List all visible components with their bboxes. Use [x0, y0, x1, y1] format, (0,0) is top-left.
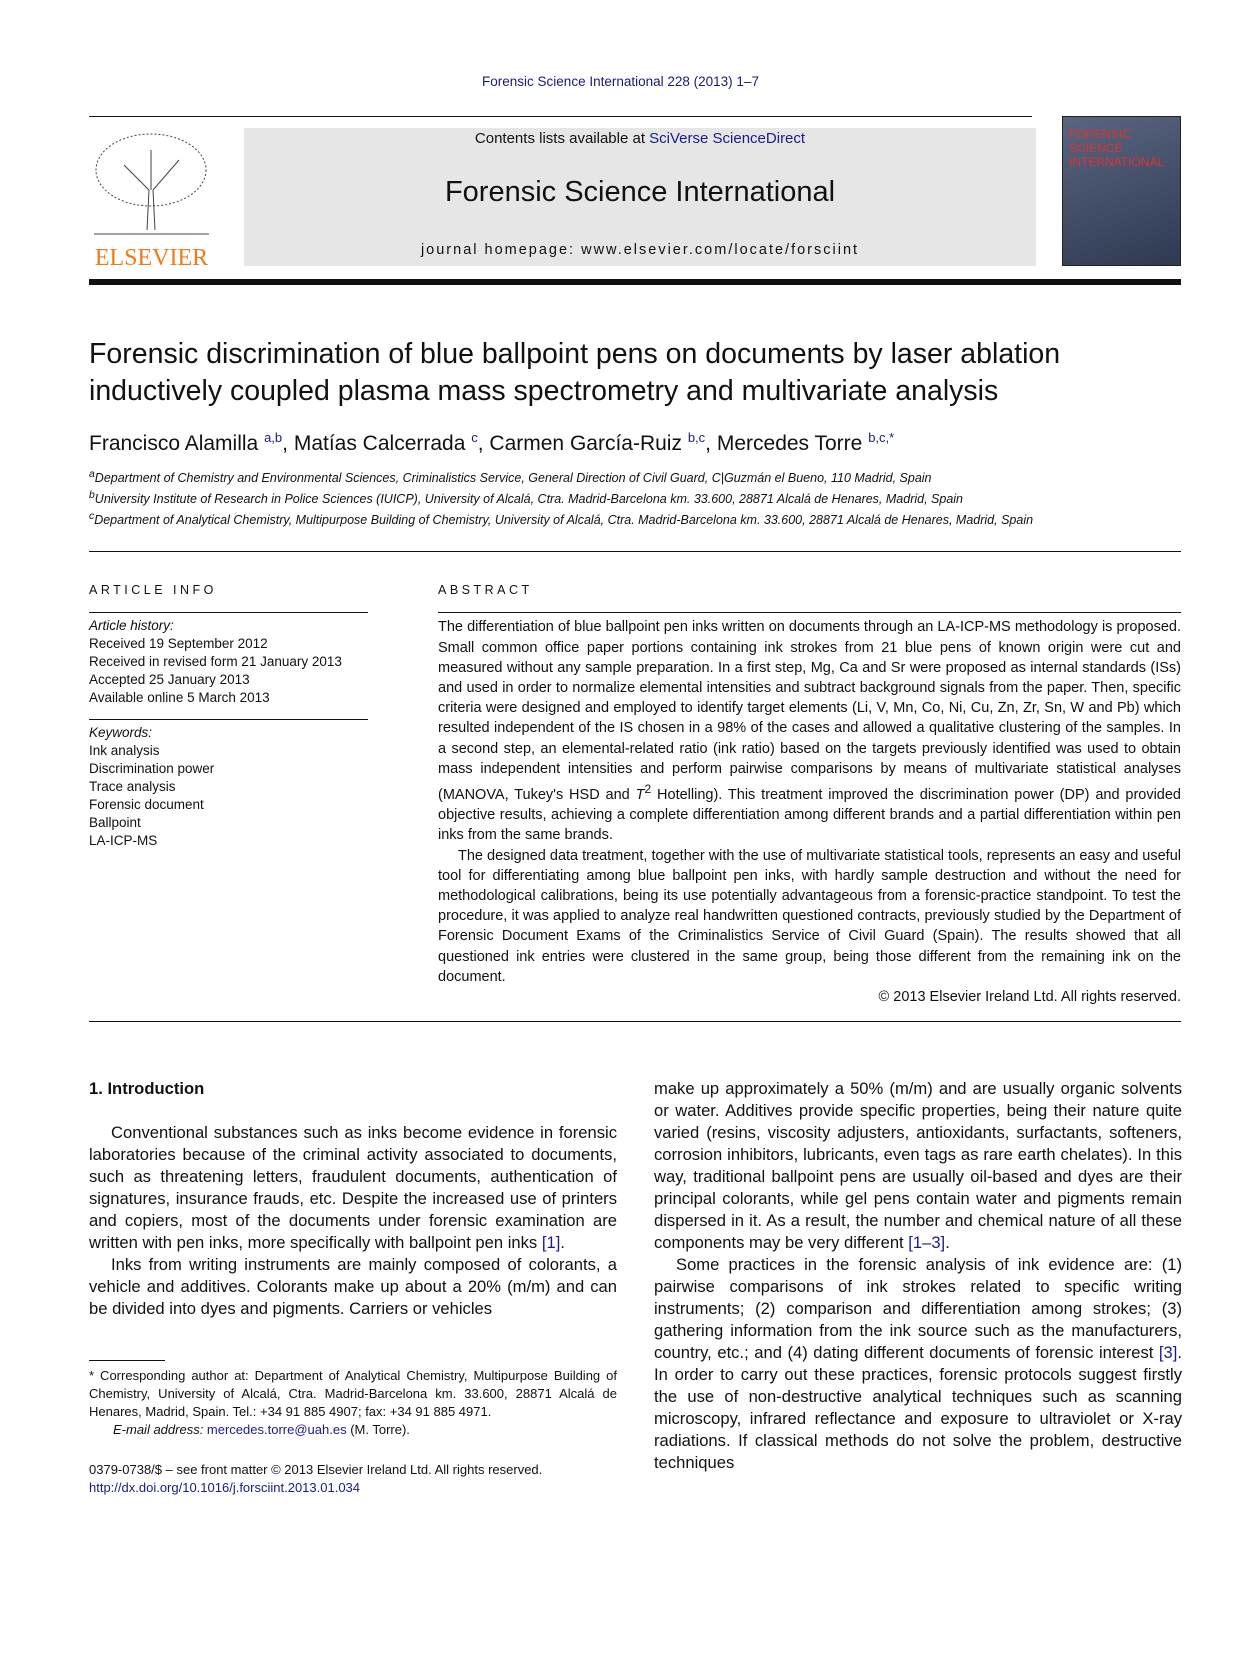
aff-text: Department of Analytical Chemistry, Multipurpose Building of Chemistry, University of Alcalá, Ctra. Madrid-Barcelona km. 33.600, 28871 Alcalá de Henares, Madrid, Spain	[94, 513, 1034, 528]
front-matter-row	[89, 582, 1181, 1007]
affiliation	[89, 466, 1181, 487]
journal-title: Forensic Science International	[444, 176, 836, 208]
article-info-heading: ARTICLE INFO	[89, 583, 217, 598]
aff-sup: a	[89, 469, 95, 480]
keyword: Forensic document	[89, 797, 204, 813]
abstract-text: T	[635, 786, 645, 803]
elsevier-logo	[89, 130, 214, 270]
body-paragraph: Conventional substances such as inks become evidence in forensic laboratories because of the criminal activity associated to documents, such as threatening letters, fraudulent documents, authentication of signatures, insurance frauds, etc. Despite the increased use of printers and copiers, most of the documents under forensic examination are written with pen inks, more specifically with ballpoint pen inks [1].	[89, 1123, 617, 1253]
history-item: Available online 5 March 2013	[89, 690, 270, 706]
email-link[interactable]: mercedes.torre@uah.es	[206, 1422, 347, 1438]
journal-homepage[interactable]: journal homepage: www.elsevier.com/locate/forsciint	[420, 242, 860, 258]
citation-link[interactable]: [1–3]	[908, 1233, 946, 1253]
author-sup[interactable]: a,b	[264, 430, 283, 445]
history-label: Article history:	[89, 618, 174, 634]
body-paragraph	[654, 1254, 1182, 1474]
divider	[89, 116, 1032, 117]
footnote-divider	[89, 1360, 165, 1361]
doi-link[interactable]: http://dx.doi.org/10.1016/j.forsciint.2013.01.034	[89, 1480, 361, 1496]
section-heading: 1. Introduction	[89, 1079, 205, 1099]
citation-link[interactable]: [3]	[1158, 1343, 1178, 1363]
right-column	[654, 1078, 1182, 1497]
citation-link[interactable]: [1]	[541, 1233, 561, 1253]
aff-text: University Institute of Research in Police Sciences (IUICP), University of Alcalá, Ctra. Madrid-Barcelona km. 33.600, 28871 Alcalá de Henares, Madrid, Spain	[94, 492, 964, 507]
footnote-text: * Corresponding author at: Department of Analytical Chemistry, Multipurpose Building of Chemistry, University of Alcalá, Ctra. Madrid-Barcelona km. 33.600, 28871 Alcalá de Henares, Madrid, Spain. Tel.: +34 91 885 4907; fax: +34 91 885 4971.	[89, 1368, 617, 1420]
body-text: make up approximately a 50% (m/m) and are usually organic solvents or water. Additives provide specific properties, being their nature quite varied (resins, viscosity adjusters, antioxidants, surfactants, softeners, corrosion inhibitors, lubricants, even tags as rare earth chelates). In this way, traditional ballpoint pens are usually oil-based and dyes are their principal colorants, while gel pens contain water and pigments remain dispersed in it. As a result, the number and chemical nature of all these components may be very different	[654, 1079, 1182, 1253]
body-text: . In order to carry out these practices, forensic protocols suggest firstly the use of non-destructive analytical techniques such as scanning microscopy, infrared reflectance and exposure to ultraviolet or X-ray radiations. If classical methods do not solve the problem, destructive techniques	[654, 1343, 1182, 1473]
article-info	[89, 582, 368, 1007]
keyword: Ink analysis	[89, 743, 160, 759]
keywords-label: Keywords:	[89, 725, 153, 741]
abstract-paragraph	[438, 617, 1181, 845]
email-label: E-mail address:	[113, 1422, 207, 1438]
author: Mercedes Torre	[716, 432, 863, 455]
affiliations	[89, 466, 1181, 529]
author-sup[interactable]: b,c	[687, 430, 706, 445]
affiliation	[89, 508, 1181, 529]
body-columns	[89, 1078, 1181, 1527]
abstract-text: 2	[644, 782, 652, 797]
body-text: Some practices in the forensic analysis of ink evidence are: (1) pairwise comparisons of ink strokes related to specific writing instruments; (2) comparison and differentiation among strokes; (3) gathering information from the ink source such as the manufacturers, country, etc.; and (4) dating different documents of forensic interest	[654, 1255, 1182, 1363]
journal-cover	[1062, 116, 1181, 266]
author-sup[interactable]: c	[471, 430, 478, 445]
contents-line	[244, 130, 1036, 147]
divider	[89, 1021, 1181, 1022]
abstract-text: The differentiation of blue ballpoint pen inks written on documents through an LA-ICP-MS methodology is proposed. Small common office paper portions containing ink strokes from 21 blue pens of known origin were cut and measured without any sample preparation. In a first step, Mg, Ca and Sr were proposed as internal standards (ISs) and used in order to normalize elemental intensities and subtract background signals from the paper. Then, specific criteria were designed and employed to identify target elements (Li, V, Mn, Co, Ni, Cu, Zn, Zr, Sn, W and Pb) which resulted independent of the IS chosen in a 98% of the cases and allowed a qualitative clustering of the samples. In a second step, an elemental-related ratio (ink ratio) based on the targets previously identified was used to obtain mass independent intensities and perform pairwise comparisons by means of multivariate statistical analyses (MANOVA, Tukey's HSD and	[438, 619, 1181, 803]
body-paragraph: Inks from writing instruments are mainly composed of colorants, a vehicle and additives. Colorants make up about a 20% (m/m) and can be divided into dyes and pigments. Carriers or vehicles	[89, 1255, 617, 1319]
history-item: Accepted 25 January 2013	[89, 672, 250, 688]
author-list: Francisco Alamilla $^{a,b}$, Matías Calcerrada $^c$, Carmen García-Ruiz $^{b,c}$, Mercedes Torre $^{b,c,*}$	[89, 430, 895, 455]
running-head[interactable]: Forensic Science International 228 (2013) 1–7	[482, 74, 759, 89]
tree-icon	[89, 130, 214, 240]
abstract-text: Hotelling). This treatment improved the discrimination power (DP) and provided objective results, achieving a complete differentiation among different brands and a partial differentiation within pen inks from the same brands.	[438, 786, 1181, 844]
keyword: Ballpoint	[89, 815, 141, 831]
keyword: LA-ICP-MS	[89, 833, 158, 849]
abstract-body	[438, 613, 1181, 1007]
aff-text: Department of Chemistry and Environmental Sciences, Criminalistics Service, General Direction of Civil Guard, C|Guzmán el Bueno, 110 Madrid, Spain	[94, 471, 932, 486]
divider	[89, 551, 1181, 552]
keyword: Trace analysis	[89, 779, 176, 795]
footnote	[89, 1367, 617, 1439]
copyright: © 2013 Elsevier Ireland Ltd. All rights reserved.	[878, 988, 1181, 1005]
article-history	[89, 613, 368, 719]
article-title: Forensic discrimination of blue ballpoint pens on documents by laser ablation inductively coupled plasma mass spectrometry and multivariate analysis	[89, 338, 1061, 407]
cover-text: FORENSIC SCIENCE INTERNATIONAL	[1069, 127, 1165, 169]
article-content	[89, 336, 1181, 1527]
author: Carmen García-Ruiz	[489, 432, 682, 455]
header-bar	[89, 279, 1181, 285]
keywords	[89, 720, 368, 850]
email-suffix: (M. Torre).	[346, 1422, 410, 1438]
keyword: Discrimination power	[89, 761, 215, 777]
aff-sup: b	[89, 490, 95, 502]
author-sup[interactable]: b,c,*	[868, 430, 895, 445]
publisher-name: ELSEVIER	[94, 245, 209, 271]
abstract-section	[438, 582, 1181, 1007]
author: Francisco Alamilla	[89, 432, 259, 455]
affiliation	[89, 487, 1181, 508]
history-item: Received 19 September 2012	[89, 636, 268, 652]
history-item: Received in revised form 21 January 2013	[89, 654, 342, 670]
abstract-paragraph: The designed data treatment, together with the use of multivariate statistical tools, represents an easy and useful tool for differentiating among blue ballpoint pen inks, with hardly sample destruction and without the need for methodological calibrations, being its use potentially advantageous from a forensic-practice standpoint. To test the procedure, it was applied to analyze real handwritten questioned contracts, previously studied by the Department of Forensic Document Exams of the Criminalistics Service of Civil Guard (Spain). The results showed that all questioned ink entries were clustered in the same group, being those different from the remaining ink on the document.	[438, 847, 1181, 985]
body-paragraph: make up approximately a 50% (m/m) and are usually organic solvents or water. Additives provide specific properties, being their nature quite varied (resins, viscosity adjusters, antioxidants, surfactants, softeners, corrosion inhibitors, lubricants, even tags as rare earth chelates). In this way, traditional ballpoint pens are usually oil-based and dyes are their principal colorants, while gel pens contain water and pigments remain dispersed in it. As a result, the number and chemical nature of all these components may be very different [1–3].	[654, 1079, 1182, 1253]
front-matter: 0379-0738/$ – see front matter © 2013 Elsevier Ireland Ltd. All rights reserved.	[89, 1462, 543, 1478]
aff-sup: c	[89, 511, 95, 523]
abstract-heading: ABSTRACT	[438, 583, 533, 598]
body-text: Conventional substances such as inks become evidence in forensic laboratories because of the criminal activity associated to documents, such as threatening letters, fraudulent documents, authentication of signatures, insurance frauds, etc. Despite the increased use of printers and copiers, most of the documents under forensic examination are written with pen inks, more specifically with ballpoint pen inks	[89, 1123, 617, 1253]
left-column	[89, 1078, 617, 1497]
sciencedirect-link[interactable]: SciVerse ScienceDirect	[649, 130, 806, 147]
contents-label: Contents lists available at	[474, 130, 650, 147]
author: Matías Calcerrada	[293, 432, 466, 455]
